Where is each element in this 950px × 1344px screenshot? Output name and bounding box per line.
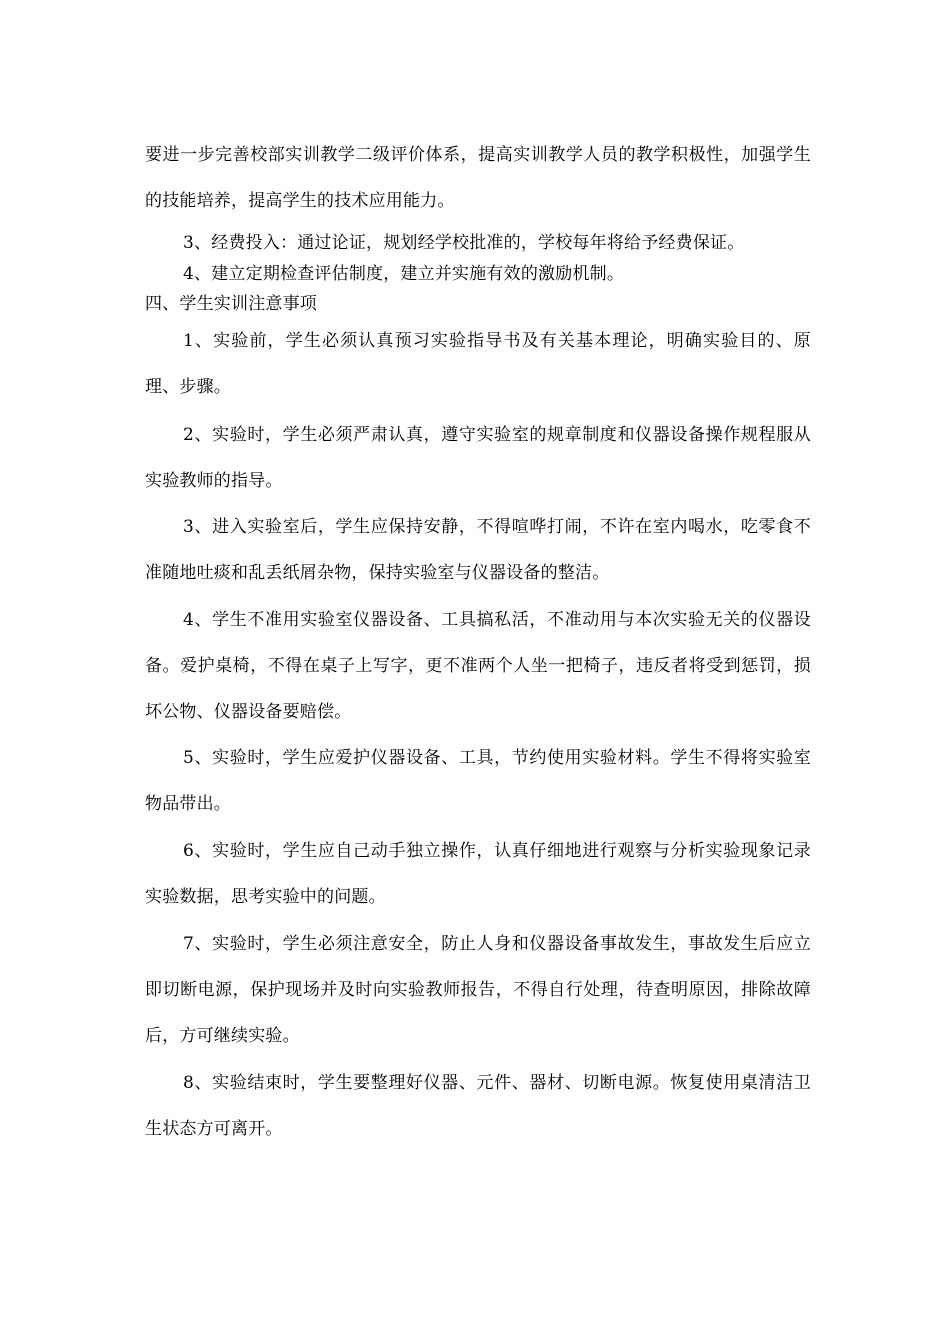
paragraph-inspection: 4、建立定期检查评估制度，建立并实施有效的激励机制。 — [183, 264, 625, 284]
section-heading-precautions: 四、学生实训注意事项 — [145, 294, 317, 314]
paragraph-rule-4: 4、学生不准用实验室仪器设备、工具搞私活，不准动用与本次实验无关的仪器设备。爱护桌椅，不得在桌子上写字，更不准两个人坐一把椅子，违反者将受到惩罚，损坏公物、仪器设备要赔偿。 — [145, 610, 811, 722]
paragraph-evaluation-system: 要进一步完善校部实训教学二级评价体系，提高实训教学人员的教学积极性，加强学生的技能培养，提高学生的技术应用能力。 — [145, 145, 811, 211]
paragraph-rule-8: 8、实验结束时，学生要整理好仪器、元件、器材、切断电源。恢复使用桌清洁卫生状态方可离开。 — [145, 1073, 811, 1139]
paragraph-rule-1: 1、实验前，学生必须认真预习实验指导书及有关基本理论，明确实验目的、原理、步骤。 — [145, 331, 811, 397]
paragraph-rule-6: 6、实验时，学生应自己动手独立操作，认真仔细地进行观察与分析实验现象记录实验数据，思考实验中的问题。 — [145, 841, 811, 907]
paragraph-rule-7: 7、实验时，学生必须注意安全，防止人身和仪器设备事故发生，事故发生后应立即切断电源，保护现场并及时向实验教师报告，不得自行处理，待查明原因，排除故障后，方可继续实验。 — [145, 934, 811, 1046]
paragraph-rule-5: 5、实验时，学生应爱护仪器设备、工具，节约使用实验材料。学生不得将实验室物品带出。 — [145, 748, 811, 814]
paragraph-funding: 3、经费投入：通过论证，规划经学校批准的，学校每年将给予经费保证。 — [183, 233, 745, 253]
paragraph-rule-3: 3、进入实验室后，学生应保持安静，不得喧哗打闹，不许在室内喝水，吃零食不准随地吐痰和乱丢纸屑杂物，保持实验室与仪器设备的整洁。 — [145, 517, 811, 583]
paragraph-rule-2: 2、实验时，学生必须严肃认真，遵守实验室的规章制度和仪器设备操作规程服从实验教师的指导。 — [145, 425, 811, 491]
